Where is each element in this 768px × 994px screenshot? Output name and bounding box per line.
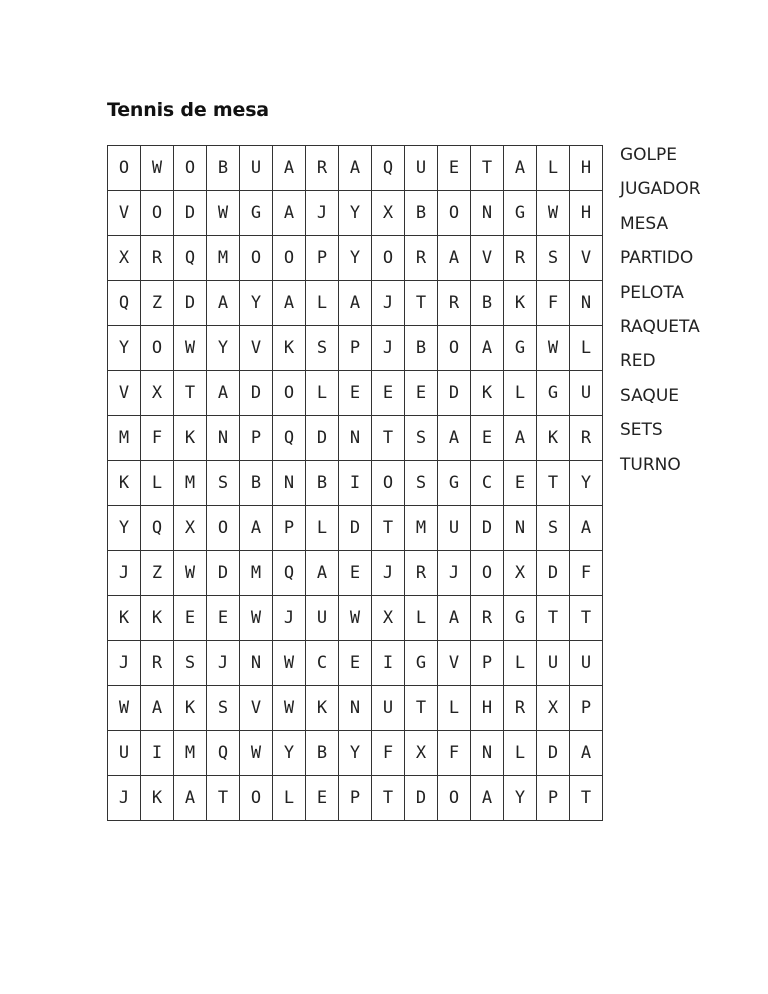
grid-cell[interactable]: B (306, 461, 339, 506)
grid-cell[interactable]: R (405, 236, 438, 281)
grid-cell[interactable]: G (504, 191, 537, 236)
grid-cell[interactable]: D (306, 416, 339, 461)
grid-cell[interactable]: R (141, 641, 174, 686)
grid-cell[interactable]: E (174, 596, 207, 641)
grid-cell[interactable]: R (471, 596, 504, 641)
grid-cell[interactable]: U (438, 506, 471, 551)
grid-cell[interactable]: P (273, 506, 306, 551)
grid-cell[interactable]: R (405, 551, 438, 596)
grid-cell[interactable]: P (537, 776, 570, 821)
grid-cell[interactable]: D (240, 371, 273, 416)
grid-row (108, 641, 603, 686)
grid-cell[interactable]: G (240, 191, 273, 236)
grid-cell[interactable]: I (372, 641, 405, 686)
grid-cell[interactable]: A (438, 596, 471, 641)
grid-cell[interactable]: Q (207, 731, 240, 776)
letter-grid (107, 145, 603, 821)
grid-cell[interactable]: E (339, 641, 372, 686)
grid-cell[interactable]: V (438, 641, 471, 686)
grid-cell[interactable]: K (273, 326, 306, 371)
grid-cell[interactable]: O (372, 236, 405, 281)
grid-row (108, 326, 603, 371)
grid-cell[interactable]: X (108, 236, 141, 281)
grid-cell[interactable]: W (174, 551, 207, 596)
grid-cell[interactable]: X (372, 596, 405, 641)
grid-cell[interactable]: R (504, 236, 537, 281)
grid-cell[interactable]: Q (141, 506, 174, 551)
grid-cell[interactable]: T (372, 506, 405, 551)
grid-cell[interactable]: O (240, 776, 273, 821)
grid-cell[interactable]: P (471, 641, 504, 686)
grid-cell[interactable]: W (207, 191, 240, 236)
grid-cell[interactable]: A (339, 146, 372, 191)
grid-row (108, 551, 603, 596)
grid-cell[interactable]: P (339, 776, 372, 821)
grid-cell[interactable]: A (504, 146, 537, 191)
grid-cell[interactable]: N (570, 281, 603, 326)
grid-cell[interactable]: A (570, 731, 603, 776)
grid-cell[interactable]: L (438, 686, 471, 731)
grid-cell[interactable]: X (537, 686, 570, 731)
grid-cell[interactable]: K (471, 371, 504, 416)
word-list-item: RED (620, 351, 656, 372)
grid-cell[interactable]: K (141, 596, 174, 641)
grid-row (108, 461, 603, 506)
grid-row (108, 191, 603, 236)
grid-cell[interactable]: V (570, 236, 603, 281)
grid-cell[interactable]: O (438, 326, 471, 371)
grid-cell[interactable]: X (141, 371, 174, 416)
grid-cell[interactable]: E (207, 596, 240, 641)
grid-cell[interactable]: V (108, 371, 141, 416)
grid-cell[interactable]: L (405, 596, 438, 641)
grid-cell[interactable]: V (108, 191, 141, 236)
grid-cell[interactable]: B (240, 461, 273, 506)
grid-cell[interactable]: N (207, 416, 240, 461)
grid-cell[interactable]: O (174, 146, 207, 191)
grid-cell[interactable]: D (471, 506, 504, 551)
grid-row (108, 731, 603, 776)
grid-cell[interactable]: G (504, 326, 537, 371)
grid-cell[interactable]: T (570, 596, 603, 641)
grid-cell[interactable]: A (207, 371, 240, 416)
grid-cell[interactable]: O (240, 236, 273, 281)
grid-cell[interactable]: Y (570, 461, 603, 506)
grid-cell[interactable]: O (207, 506, 240, 551)
word-list-item: JUGADOR (620, 179, 701, 200)
grid-cell[interactable]: D (438, 371, 471, 416)
grid-cell[interactable]: S (207, 461, 240, 506)
grid-cell[interactable]: J (438, 551, 471, 596)
grid-cell[interactable]: J (207, 641, 240, 686)
grid-cell[interactable]: N (273, 461, 306, 506)
grid-row (108, 146, 603, 191)
word-list-item: SETS (620, 420, 663, 441)
grid-row (108, 236, 603, 281)
grid-cell[interactable]: S (405, 416, 438, 461)
grid-cell[interactable]: A (306, 551, 339, 596)
grid-cell[interactable]: L (504, 641, 537, 686)
grid-cell[interactable]: A (141, 686, 174, 731)
grid-cell[interactable]: A (339, 281, 372, 326)
grid-cell[interactable]: F (537, 281, 570, 326)
grid-cell[interactable]: K (141, 776, 174, 821)
grid-cell[interactable]: S (207, 686, 240, 731)
grid-cell[interactable]: Y (339, 236, 372, 281)
grid-cell[interactable]: Y (504, 776, 537, 821)
grid-cell[interactable]: K (108, 461, 141, 506)
grid-cell[interactable]: X (405, 731, 438, 776)
grid-cell[interactable]: I (141, 731, 174, 776)
grid-cell[interactable]: A (471, 776, 504, 821)
grid-cell[interactable]: F (372, 731, 405, 776)
grid-cell[interactable]: W (537, 326, 570, 371)
grid-cell[interactable]: B (405, 191, 438, 236)
grid-cell[interactable]: W (174, 326, 207, 371)
grid-row (108, 281, 603, 326)
grid-cell[interactable]: D (537, 551, 570, 596)
grid-cell[interactable]: A (207, 281, 240, 326)
grid-cell[interactable]: S (405, 461, 438, 506)
grid-cell[interactable]: K (174, 686, 207, 731)
grid-cell[interactable]: U (570, 371, 603, 416)
grid-cell[interactable]: J (108, 776, 141, 821)
grid-cell[interactable]: M (174, 731, 207, 776)
grid-cell[interactable]: Y (207, 326, 240, 371)
grid-cell[interactable]: X (174, 506, 207, 551)
grid-cell[interactable]: M (240, 551, 273, 596)
grid-cell[interactable]: Q (273, 551, 306, 596)
grid-cell[interactable]: O (438, 776, 471, 821)
grid-row (108, 776, 603, 821)
grid-cell[interactable]: V (240, 326, 273, 371)
word-list-item: RAQUETA (620, 316, 700, 337)
grid-cell[interactable]: W (273, 641, 306, 686)
word-list-item: MESA (620, 213, 669, 234)
grid-cell[interactable]: I (339, 461, 372, 506)
grid-cell[interactable]: C (306, 641, 339, 686)
grid-cell[interactable]: T (570, 776, 603, 821)
grid-cell[interactable]: U (108, 731, 141, 776)
grid-cell[interactable]: L (570, 326, 603, 371)
grid-cell[interactable]: K (174, 416, 207, 461)
grid-cell[interactable]: T (372, 776, 405, 821)
grid-cell[interactable]: V (240, 686, 273, 731)
grid-cell[interactable]: B (471, 281, 504, 326)
grid-cell[interactable]: L (273, 776, 306, 821)
grid-cell[interactable]: G (537, 371, 570, 416)
grid-cell[interactable]: L (306, 371, 339, 416)
word-list-item: SAQUE (620, 385, 680, 406)
grid-cell[interactable]: P (570, 686, 603, 731)
grid-cell[interactable]: D (405, 776, 438, 821)
grid-cell[interactable]: J (372, 326, 405, 371)
grid-cell[interactable]: B (207, 146, 240, 191)
grid-cell[interactable]: A (504, 416, 537, 461)
grid-cell[interactable]: W (240, 596, 273, 641)
grid-cell[interactable]: P (306, 236, 339, 281)
grid-cell[interactable]: L (504, 371, 537, 416)
grid-cell[interactable]: K (504, 281, 537, 326)
grid-cell[interactable]: U (372, 686, 405, 731)
grid-cell[interactable]: K (537, 416, 570, 461)
grid-cell[interactable]: N (504, 506, 537, 551)
grid-cell[interactable]: O (471, 551, 504, 596)
grid-cell[interactable]: S (174, 641, 207, 686)
grid-cell[interactable]: T (405, 686, 438, 731)
grid-cell[interactable]: S (306, 326, 339, 371)
grid-cell[interactable]: Y (339, 731, 372, 776)
grid-cell[interactable]: H (570, 146, 603, 191)
grid-cell[interactable]: A (174, 776, 207, 821)
grid-cell[interactable]: O (372, 461, 405, 506)
grid-cell[interactable]: Y (108, 326, 141, 371)
grid-row (108, 596, 603, 641)
grid-cell[interactable]: L (306, 281, 339, 326)
grid-cell[interactable]: U (240, 146, 273, 191)
grid-cell[interactable]: A (438, 236, 471, 281)
grid-cell[interactable]: S (537, 506, 570, 551)
grid-cell[interactable]: R (570, 416, 603, 461)
grid-cell[interactable]: W (141, 146, 174, 191)
grid-cell[interactable]: O (108, 146, 141, 191)
grid-cell[interactable]: J (306, 191, 339, 236)
grid-cell[interactable]: R (306, 146, 339, 191)
grid-cell[interactable]: B (306, 731, 339, 776)
grid-cell[interactable]: E (504, 461, 537, 506)
grid-cell[interactable]: S (537, 236, 570, 281)
grid-cell[interactable]: F (438, 731, 471, 776)
grid-cell[interactable]: U (306, 596, 339, 641)
puzzle-title: Tennis de mesa (107, 99, 269, 121)
grid-cell[interactable]: A (438, 416, 471, 461)
grid-cell[interactable]: O (273, 371, 306, 416)
grid-cell[interactable]: J (372, 551, 405, 596)
grid-cell[interactable]: O (438, 191, 471, 236)
grid-cell[interactable]: T (537, 461, 570, 506)
grid-cell[interactable]: A (570, 506, 603, 551)
grid-cell[interactable]: T (471, 146, 504, 191)
grid-cell[interactable]: A (273, 281, 306, 326)
grid-cell[interactable]: W (240, 731, 273, 776)
grid-cell[interactable]: Y (108, 506, 141, 551)
grid-cell[interactable]: T (372, 416, 405, 461)
grid-cell[interactable]: Q (174, 236, 207, 281)
grid-cell[interactable]: B (405, 326, 438, 371)
word-list-item: GOLPE (620, 145, 678, 165)
grid-cell[interactable]: R (504, 686, 537, 731)
grid-cell[interactable]: P (240, 416, 273, 461)
grid-cell[interactable]: N (339, 416, 372, 461)
grid-cell[interactable]: M (108, 416, 141, 461)
grid-row (108, 686, 603, 731)
grid-cell[interactable]: Y (339, 191, 372, 236)
grid-cell[interactable]: U (570, 641, 603, 686)
grid-cell[interactable]: E (372, 371, 405, 416)
grid-cell[interactable]: T (207, 776, 240, 821)
grid-cell[interactable]: J (273, 596, 306, 641)
grid-row (108, 416, 603, 461)
grid-cell[interactable]: X (372, 191, 405, 236)
grid-cell[interactable]: A (240, 506, 273, 551)
grid-cell[interactable]: G (504, 596, 537, 641)
grid-cell[interactable]: R (438, 281, 471, 326)
grid-cell[interactable]: R (141, 236, 174, 281)
grid-cell[interactable]: U (537, 641, 570, 686)
grid-cell[interactable]: N (339, 686, 372, 731)
grid-cell[interactable]: A (273, 146, 306, 191)
grid-cell[interactable]: U (405, 146, 438, 191)
grid-cell[interactable]: N (471, 191, 504, 236)
grid-row (108, 371, 603, 416)
grid-cell[interactable]: H (570, 191, 603, 236)
grid-cell[interactable]: E (405, 371, 438, 416)
grid-cell[interactable]: J (372, 281, 405, 326)
grid-cell[interactable]: M (405, 506, 438, 551)
grid-cell[interactable]: O (273, 236, 306, 281)
grid-cell[interactable]: E (339, 371, 372, 416)
grid-cell[interactable]: Z (141, 551, 174, 596)
grid-cell[interactable]: W (339, 596, 372, 641)
grid-cell[interactable]: Q (273, 416, 306, 461)
word-list-item: PELOTA (620, 282, 684, 303)
word-list-item: TURNO (620, 454, 681, 475)
grid-cell[interactable]: N (471, 731, 504, 776)
grid-cell[interactable]: M (174, 461, 207, 506)
grid-cell[interactable]: O (141, 326, 174, 371)
grid-cell[interactable]: Y (240, 281, 273, 326)
grid-cell[interactable]: E (339, 551, 372, 596)
grid-cell[interactable]: E (306, 776, 339, 821)
grid-cell[interactable]: Q (372, 146, 405, 191)
grid-cell[interactable]: C (471, 461, 504, 506)
grid-cell[interactable]: K (108, 596, 141, 641)
grid-cell[interactable]: Z (141, 281, 174, 326)
grid-cell[interactable]: H (471, 686, 504, 731)
grid-cell[interactable]: F (570, 551, 603, 596)
grid-cell[interactable]: D (537, 731, 570, 776)
grid-cell[interactable]: L (141, 461, 174, 506)
grid-cell[interactable]: X (504, 551, 537, 596)
grid-cell[interactable]: E (438, 146, 471, 191)
word-list-item: PARTIDO (620, 248, 694, 269)
grid-cell[interactable]: P (339, 326, 372, 371)
grid-cell[interactable]: K (306, 686, 339, 731)
grid-cell[interactable]: L (504, 731, 537, 776)
grid-cell[interactable]: W (537, 191, 570, 236)
grid-cell[interactable]: T (405, 281, 438, 326)
grid-cell[interactable]: L (306, 506, 339, 551)
grid-cell[interactable]: D (207, 551, 240, 596)
grid-cell[interactable]: L (537, 146, 570, 191)
grid-cell[interactable]: V (471, 236, 504, 281)
grid-cell[interactable]: A (471, 326, 504, 371)
grid-cell[interactable]: T (174, 371, 207, 416)
grid-cell[interactable]: O (141, 191, 174, 236)
word-list (620, 143, 701, 487)
grid-cell[interactable]: Q (108, 281, 141, 326)
grid-cell[interactable]: N (240, 641, 273, 686)
grid-row (108, 506, 603, 551)
grid-cell[interactable]: D (339, 506, 372, 551)
grid-cell[interactable]: F (141, 416, 174, 461)
grid-cell[interactable]: Y (273, 731, 306, 776)
grid-cell[interactable]: T (537, 596, 570, 641)
grid-cell[interactable]: M (207, 236, 240, 281)
grid-cell[interactable]: W (273, 686, 306, 731)
grid-cell[interactable]: E (471, 416, 504, 461)
grid-cell[interactable]: W (108, 686, 141, 731)
grid-cell[interactable]: J (108, 551, 141, 596)
grid-cell[interactable]: D (174, 281, 207, 326)
grid-cell[interactable]: J (108, 641, 141, 686)
grid-cell[interactable]: D (174, 191, 207, 236)
grid-cell[interactable]: A (273, 191, 306, 236)
grid-cell[interactable]: G (438, 461, 471, 506)
grid-cell[interactable]: G (405, 641, 438, 686)
